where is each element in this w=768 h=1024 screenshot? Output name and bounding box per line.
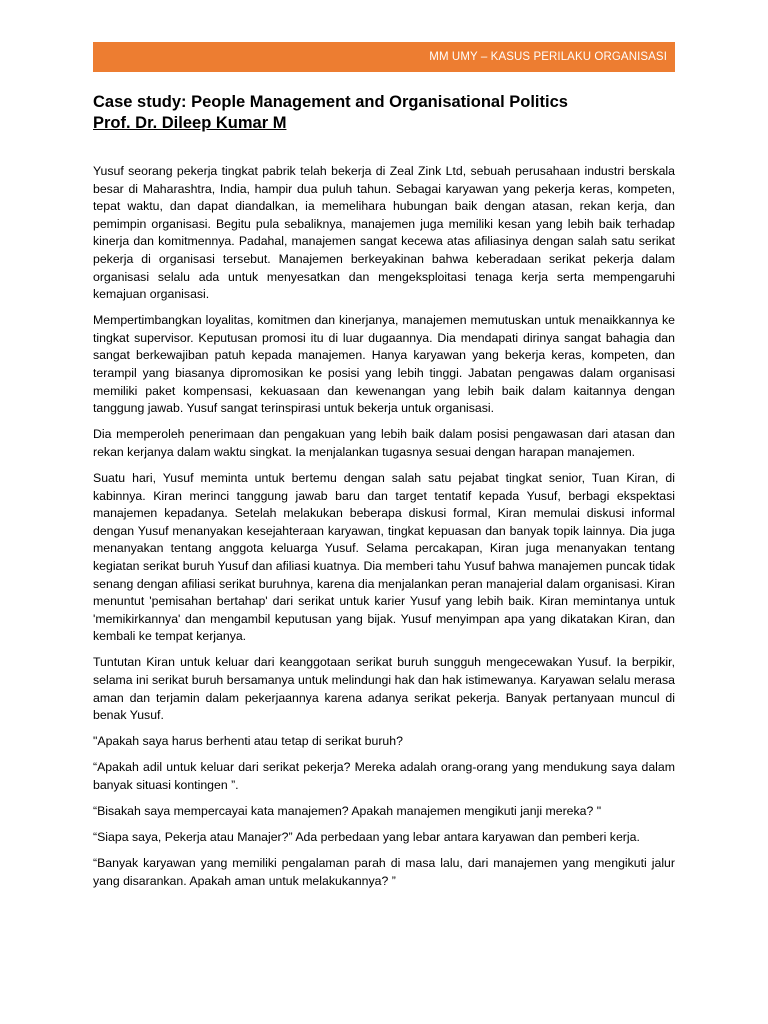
document-body xyxy=(93,163,675,899)
paragraph: Mempertimbangkan loyalitas, komitmen dan kinerjanya, manajemen memutuskan untuk menaikkannya ke tingkat supervisor. Keputusan promosi itu di luar dugaannya. Dia mendapati dirinya sangat bahagia dan sangat berkewajiban patuh kepada manajemen. Hanya karyawan yang bekerja keras, kompeten, dan terampil yang biasanya dipromosikan ke posisi yang lebih tinggi. Jabatan pengawas dalam organisasi memiliki paket kompensasi, kekuasaan dan kewenangan yang lebih baik dalam kaitannya dengan tanggung jawab. Yusuf sangat terinspirasi untuk bekerja untuk organisasi. xyxy=(93,313,675,416)
paragraph: Tuntutan Kiran untuk keluar dari keanggotaan serikat buruh sungguh mengecewakan Yusuf. Ia berpikir, selama ini serikat buruh bersamanya untuk melindungi hak dan hak istimewanya. Karyawan selalu merasa aman dan terjamin dalam pekerjaannya karena adanya serikat pekerja. Banyak pertanyaan muncul di benak Yusuf. xyxy=(93,655,675,723)
question-paragraph: "Apakah saya harus berhenti atau tetap di serikat buruh? xyxy=(93,734,403,749)
paragraph: Dia memperoleh penerimaan dan pengakuan yang lebih baik dalam posisi pengawasan dari atasan dan rekan kerjanya dalam waktu singkat. Ia menjalankan tugasnya sesuai dengan harapan manajemen. xyxy=(93,427,675,459)
document-title xyxy=(93,92,683,134)
paragraph: Yusuf seorang pekerja tingkat pabrik telah bekerja di Zeal Zink Ltd, sebuah perusahaan industri berskala besar di Maharashtra, India, hampir dua puluh tahun. Sebagai karyawan yang pekerja keras, kompeten, tepat waktu, dan dapat diandalkan, ia memelihara hubungan baik dengan atasan, rekan kerja, dan pemimpin organisasi. Begitu pula sebaliknya, manajemen juga memiliki kesan yang lebih baik terhadap kinerja dan komitmennya. Padahal, manajemen sangat kecewa atas afiliasinya dengan salah satu serikat pekerja di organisasi tersebut. Manajemen berkeyakinan bahwa keberadaan serikat pekerja dalam organisasi selalu ada untuk menyesatkan dan mengeksploitasi tenaga kerja serta mempengaruhi kemajuan organisasi. xyxy=(93,164,675,302)
header-bar xyxy=(93,42,675,72)
question-paragraph: “Apakah adil untuk keluar dari serikat pekerja? Mereka adalah orang-orang yang mendukung saya dalam banyak situasi kontingen ”. xyxy=(93,760,675,792)
title-line: Case study: People Management and Organisational Politics xyxy=(93,93,568,111)
question-paragraph: “Bisakah saya mempercayai kata manajemen? Apakah manajemen mengikuti janji mereka? " xyxy=(93,804,602,819)
paragraph: Suatu hari, Yusuf meminta untuk bertemu dengan salah satu pejabat tingkat senior, Tuan Kiran, di kabinnya. Kiran merinci tanggung jawab baru dan target tentatif kepada Yusuf, berbagi ekspektasi manajemen kepadanya. Setelah melakukan beberapa diskusi formal, Kiran memulai diskusi informal dengan Yusuf menanyakan kesejahteraan karyawan, tingkat kepuasan dan banyak topik lainnya. Dia juga menanyakan tentang anggota keluarga Yusuf. Selama percakapan, Kiran juga menanyakan tentang kegiatan serikat buruh Yusuf dan afiliasi kuatnya. Dia memberi tahu Yusuf bahwa manajemen puncak tidak senang dengan afiliasi serikat buruhnya, karena dia menjalankan peran manajerial dalam organisasi. Kiran menuntut 'pemisahan bertahap' dari serikat untuk karier Yusuf yang lebih baik. Kiran memintanya untuk 'memikirkannya' dan mengambil keputusan yang bijak. Yusuf menyimpan apa yang dikatakan Kiran, dan kembali ke tempat kerjanya. xyxy=(93,471,675,644)
question-paragraph: “Siapa saya, Pekerja atau Manajer?” Ada perbedaan yang lebar antara karyawan dan pemberi kerja. xyxy=(93,830,640,845)
author-line: Prof. Dr. Dileep Kumar M xyxy=(93,114,287,132)
header-text: MM UMY – KASUS PERILAKU ORGANISASI xyxy=(429,51,667,63)
question-paragraph: “Banyak karyawan yang memiliki pengalaman parah di masa lalu, dari manajemen yang mengikuti jalur yang disarankan. Apakah aman untuk melakukannya? ” xyxy=(93,856,675,888)
